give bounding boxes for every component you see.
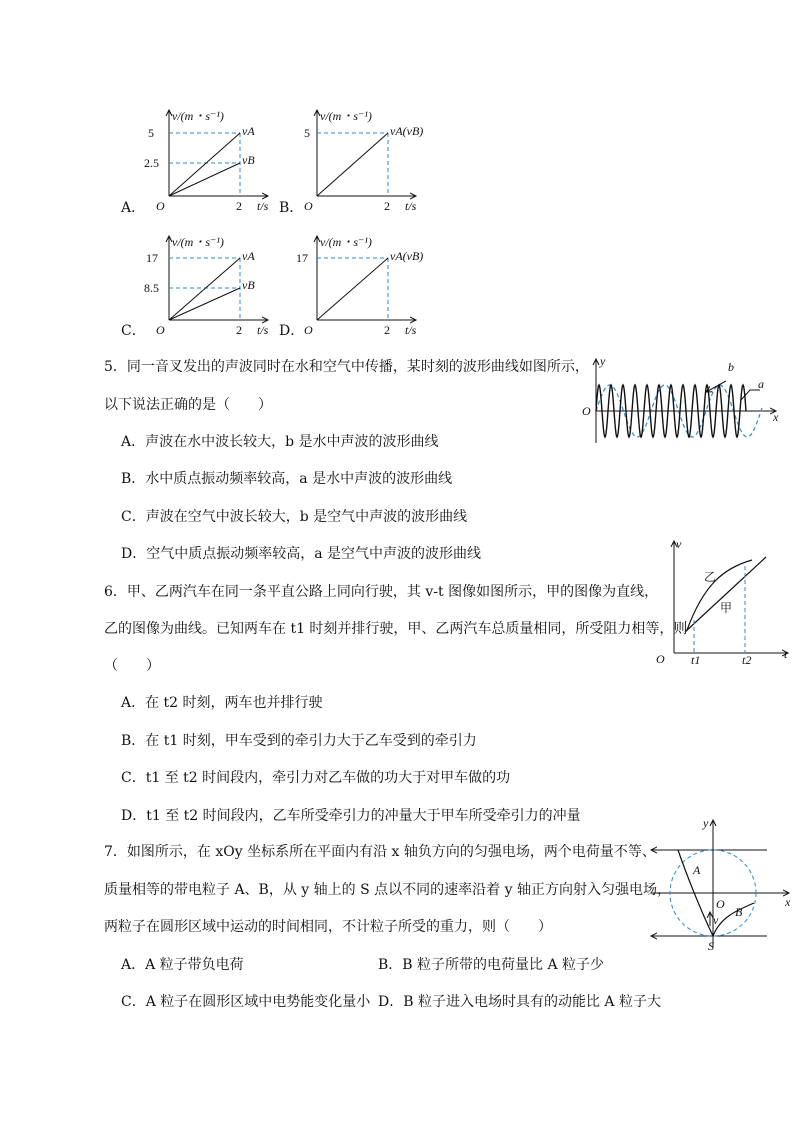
graph-b-origin: O [304,199,313,213]
q6-t1: t1 [691,653,701,667]
q6-stem-line2: 乙的图像为曲线。已知两车在 t1 时刻并排行驶，甲、乙两汽车总质量相同，所受阻力相等，则 [104,621,688,637]
q7-option-c[interactable]: C．A 粒子在圆形区域中电势能变化量小 [121,994,371,1010]
q7-stem-line3: 两粒子在圆形区域中运动的时间相同，不计粒子所受的重力，则（ ） [104,919,552,935]
q7-x-label: x [785,895,791,909]
graph-d-xlabel: t/s [405,323,417,337]
q5-stem-line1: 5．同一音叉发出的声波同时在水和空气中传播，某时刻的波形曲线如图所示， [104,359,589,375]
graph-c-vb: vB [242,278,255,292]
q5-option-c[interactable]: C．声波在空气中波长较大，b 是空气中声波的波形曲线 [121,509,468,525]
graph-c-xtick: 2 [236,323,242,337]
graph-d-ytop: 17 [296,251,308,265]
q5-origin: O [582,404,591,418]
q6-stem-line3: （ ） [104,658,160,674]
q7-option-d[interactable]: D．B 粒子进入电场时具有的动能比 A 粒子大 [378,994,661,1010]
q7-field-figure [645,816,791,954]
graph-c-ylabel: v/(m・s⁻¹) [172,235,224,249]
q6-yi-label: 乙 [704,570,717,584]
q5-x-label: x [773,410,779,424]
option-d-label[interactable]: D． [279,323,305,339]
q7-y-label: y [703,816,709,830]
graph-d-vab: vA(vB) [390,249,424,263]
q5-y-label: y [600,354,606,368]
graph-b-ytop: 5 [304,126,310,140]
graph-a-origin: O [156,199,165,213]
q6-jia-label: 甲 [720,601,733,615]
q6-option-c[interactable]: C．t1 至 t2 时间段内，牵引力对乙车做的功大于对甲车做的功 [121,770,511,786]
q6-option-b[interactable]: B．在 t1 时刻，甲车受到的牵引力大于乙车受到的牵引力 [121,733,477,749]
graph-a-vb: vB [242,153,255,167]
q7-S-label: S [708,939,714,953]
graph-a-ylabel: v/(m・s⁻¹) [172,109,224,123]
graph-b-xtick: 2 [384,199,390,213]
option-b-label[interactable]: B． [279,200,304,216]
graph-a-ymid: 2.5 [144,156,159,170]
q7-v-label: v [713,913,719,927]
q5-option-d[interactable]: D．空气中质点振动频率较高，a 是空气中声波的波形曲线 [121,546,482,562]
q6-stem-line1: 6．甲、乙两汽车在同一条平直公路上同向行驶，其 v-t 图像如图所示，甲的图像为直线， [104,584,659,600]
q5-wave-figure [578,355,788,450]
graph-c-ymid: 8.5 [144,281,159,295]
graph-c-origin: O [156,323,165,337]
graph-d-xtick: 2 [384,323,390,337]
q5-option-a[interactable]: A．声波在水中波长较大，b 是水中声波的波形曲线 [121,434,439,450]
option-a-label[interactable]: A． [121,200,146,216]
q7-option-a[interactable]: A．A 粒子带负电荷 [121,957,244,973]
graph-d [288,228,438,343]
q6-option-a[interactable]: A．在 t2 时刻，两车也并排行驶 [121,695,323,711]
graph-c-xlabel: t/s [257,323,269,337]
q6-v-label: v [676,537,682,551]
q6-origin: O [656,652,665,666]
q7-option-b[interactable]: B．B 粒子所带的电荷量比 A 粒子少 [378,957,605,973]
q7-stem-line2: 质量相等的带电粒子 A、B，从 y 轴上的 S 点以不同的速率沿着 y 轴正方向射入匀强电场， [104,882,671,898]
q5-b-label: b [728,360,734,374]
graph-d-ylabel: v/(m・s⁻¹) [320,235,372,249]
q5-stem-line2: 以下说法正确的是（ ） [104,397,272,413]
q5-a-label: a [758,377,764,391]
graph-a-va: vA [242,124,255,138]
q6-vt-figure [652,536,792,668]
q6-t-label: t [784,647,788,661]
q6-option-d[interactable]: D．t1 至 t2 时间段内，乙车所受牵引力的冲量大于甲车所受牵引力的冲量 [121,808,581,824]
graph-a-ytop: 5 [148,126,154,140]
q7-B-label: B [735,905,743,919]
graph-a-xtick: 2 [236,199,242,213]
graph-c [140,228,280,343]
graph-c-va: vA [242,249,255,263]
graph-d-origin: O [304,323,313,337]
graph-b-ylabel: v/(m・s⁻¹) [320,109,372,123]
graph-b [288,100,438,215]
graph-a [140,100,280,215]
graph-b-xlabel: t/s [405,199,417,213]
q7-stem-line1: 7．如图所示，在 xOy 坐标系所在平面内有沿 x 轴负方向的匀强电场，两个电荷量不等、 [104,844,656,860]
q6-t2: t2 [742,653,752,667]
option-c-label[interactable]: C． [121,323,146,339]
q5-option-b[interactable]: B．水中质点振动频率较高，a 是水中声波的波形曲线 [121,471,453,487]
q7-A-label: A [693,863,701,877]
graph-c-ytop: 17 [146,251,158,265]
graph-b-vab: vA(vB) [390,124,424,138]
graph-a-xlabel: t/s [257,199,269,213]
q7-origin: O [716,897,725,911]
